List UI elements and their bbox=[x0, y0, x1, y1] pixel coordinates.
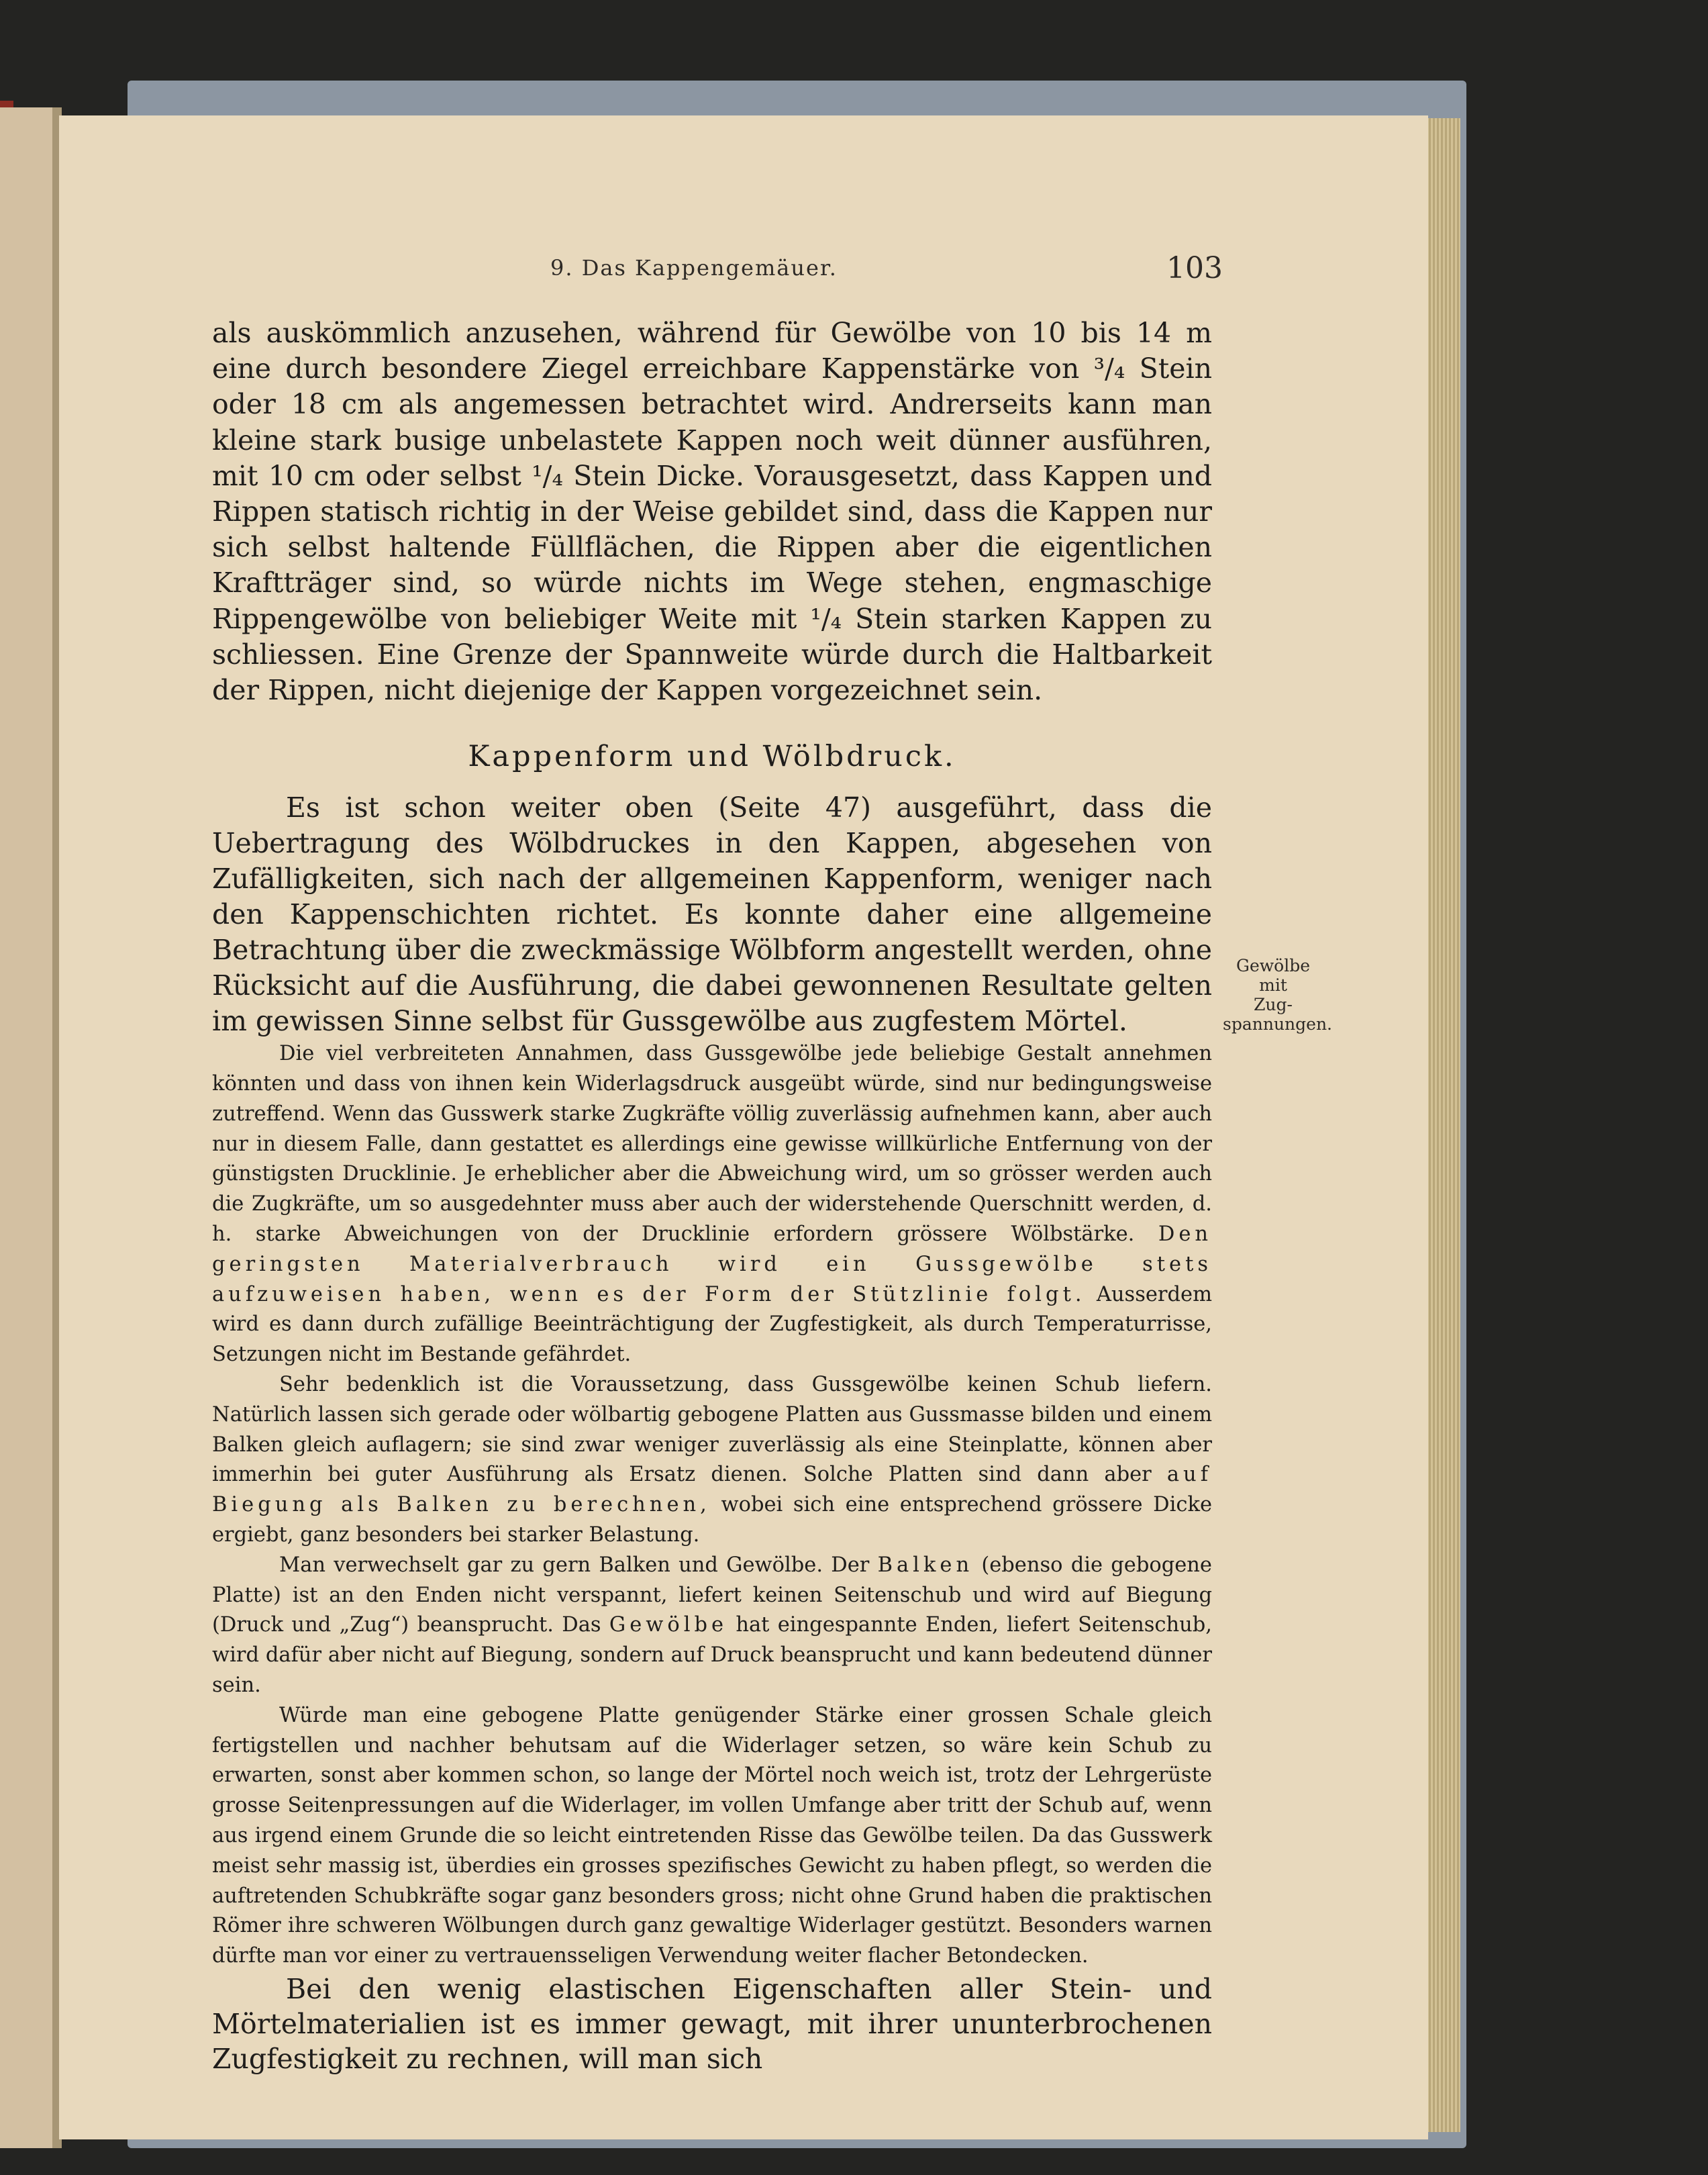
small-text: Sehr bedenklich ist die Voraussetzung, dass Gussgewölbe keinen Schub liefern. Natürlich lassen sich gerade oder wölbartig gebogene Platten aus Gussmasse bilden und einem Balken gleich auflagern; sie sind zwar weniger zuverlässig als eine Steinplatte, können aber immerhin bei guter Ausführung als Ersatz dienen. Solche Platten sind dann aber bbox=[212, 1373, 1212, 1487]
small-paragraph-balken bbox=[212, 1551, 1212, 1701]
spaced-emphasis: auf Biegung als Balken zu berechnen, bbox=[212, 1463, 1212, 1517]
spaced-emphasis: Gewölbe bbox=[609, 1613, 728, 1637]
small-text: wobei sich eine entsprechend grössere Dicke ergiebt, ganz besonders bei starker Belastung. bbox=[212, 1493, 1212, 1547]
small-paragraph-platte: Würde man eine gebogene Platte genügender Stärke einer grossen Schale gleich fertigstellen und nachher behutsam auf die Widerlager setzen, so wäre kein Schub zu erwarten, sonst aber kommen schon, so lange der Mörtel noch weich ist, trotz der Lehrgerüste grosse Seitenpressungen auf die Widerlager, im vollen Umfange aber tritt der Schub auf, wenn aus irgend einem Grunde die so leicht eintretenden Risse das Gewölbe teilen. Da das Gusswerk meist sehr massig ist, überdies ein grosses spezifisches Gewicht zu haben pflegt, so werden die auftretenden Schubkräfte sogar ganz besonders gross; nicht ohne Grund haben die praktischen Römer ihre schweren Wölbungen durch ganz gewaltige Widerlager gestützt. Besonders warnen dürfte man vor einer zu vertrauensseligen Verwendung weiter flacher Betondecken. bbox=[212, 1703, 1212, 1968]
small-text: Man verwechselt gar zu gern Balken und Gewölbe. Der bbox=[279, 1553, 870, 1577]
page-header bbox=[0, 251, 1708, 293]
small-text: hat eingespannte Enden, liefert Seitenschub, wird dafür aber nicht auf Biegung, sondern auf Druck beansprucht und kann bedeutend dünner sein. bbox=[212, 1613, 1212, 1697]
margin-note-line: spannungen. bbox=[1223, 1014, 1332, 1034]
spaced-emphasis: Den geringsten Materialverbrauch wird ein Gussgewölbe stets aufzuweisen haben, wenn es der Form der Stützlinie folgt. bbox=[212, 1222, 1213, 1306]
small-paragraph-gussgewoelbe bbox=[212, 1039, 1212, 1370]
small-paragraph-schub bbox=[212, 1370, 1212, 1551]
paragraph-final: Bei den wenig elastischen Eigenschaften aller Stein- und Mörtelmaterialien ist es immer gewagt, mit ihrer ununterbrochenen Zugfestigkeit zu rechnen, will man sich bbox=[212, 1972, 1212, 2075]
small-print-section bbox=[212, 1039, 1212, 1972]
small-text: Die viel verbreiteten Annahmen, dass Gussgewölbe jede beliebige Gestalt annehmen könnten und dass von ihnen kein Widerlagsdruck ausgeübt würde, sind nur bedingungsweise zutreffend. Wenn das Gusswerk starke Zugkräfte völlig zuverlässig aufnehmen kann, aber auch nur in diesem Falle, dann gestattet es allerdings eine gewisse willkürliche Entfernung von der günstigsten Drucklinie. Je erheblicher aber die Abweichung wird, um so grösser werden auch die Zugkräfte, um so ausgedehnter muss aber auch der widerstehende Querschnitt werden, d. h. starke Abweichungen von der Drucklinie erfordern grössere Wölbstärke. bbox=[212, 1042, 1212, 1247]
margin-note bbox=[1223, 956, 1332, 1034]
small-text: (ebenso die gebogene Platte) ist an den Enden nicht verspannt, liefert keinen Seitenschub und wird auf Biegung (Druck und „Zug“) beansprucht. Das bbox=[212, 1553, 1212, 1637]
main-text bbox=[212, 316, 1212, 2076]
running-head: 9. Das Kappengemäuer. bbox=[550, 255, 838, 281]
page-number: 103 bbox=[1166, 251, 1223, 285]
margin-note-line: Zug- bbox=[1254, 995, 1293, 1014]
spaced-emphasis: Balken bbox=[877, 1553, 974, 1577]
margin-note-line: Gewölbe mit bbox=[1236, 956, 1310, 995]
small-text: Ausserdem wird es dann durch zufällige Beeinträchtigung der Zugfestigkeit, als durch Temperaturrisse, Setzungen nicht im Bestande gefährdet. bbox=[212, 1282, 1212, 1367]
section-heading: Kappenform und Wölbdruck. bbox=[468, 740, 956, 774]
left-page-edge bbox=[0, 107, 54, 2148]
paragraph-kappenform: Es ist schon weiter oben (Seite 47) ausgeführt, dass die Uebertragung des Wölbdruckes in den Kappen, abgesehen von Zufälligkeiten, sich nach der allgemeinen Kappenform, weniger nach den Kappenschichten richtet. Es konnte daher eine allgemeine Betrachtung über die zweckmässige Wölbform angestellt werden, ohne Rücksicht auf die Ausführung, die dabei gewonnenen Resultate gelten im gewissen Sinne selbst für Gussgewölbe aus zugfestem Mörtel. bbox=[212, 791, 1212, 1038]
paragraph-continuation: als auskömmlich anzusehen, während für Gewölbe von 10 bis 14 m eine durch besondere Ziegel erreichbare Kappenstärke von ³/₄ Stein oder 18 cm als angemessen betrachtet wird. Andrerseits kann man kleine stark busige unbelastete Kappen noch weit dünner ausführen, mit 10 cm oder selbst ¹/₄ Stein Dicke. Vorausgesetzt, dass Kappen und Rippen statisch richtig in der Weise gebildet sind, dass die Kappen nur sich selbst haltende Füllflächen, die Rippen aber die eigentlichen Kraftträger sind, so würde nichts im Wege stehen, engmaschige Rippengewölbe von beliebiger Weite mit ¹/₄ Stein starken Kappen zu schliessen. Eine Grenze der Spannweite würde durch die Haltbarkeit der Rippen, nicht diejenige der Kappen vorgezeichnet sein. bbox=[212, 317, 1212, 707]
